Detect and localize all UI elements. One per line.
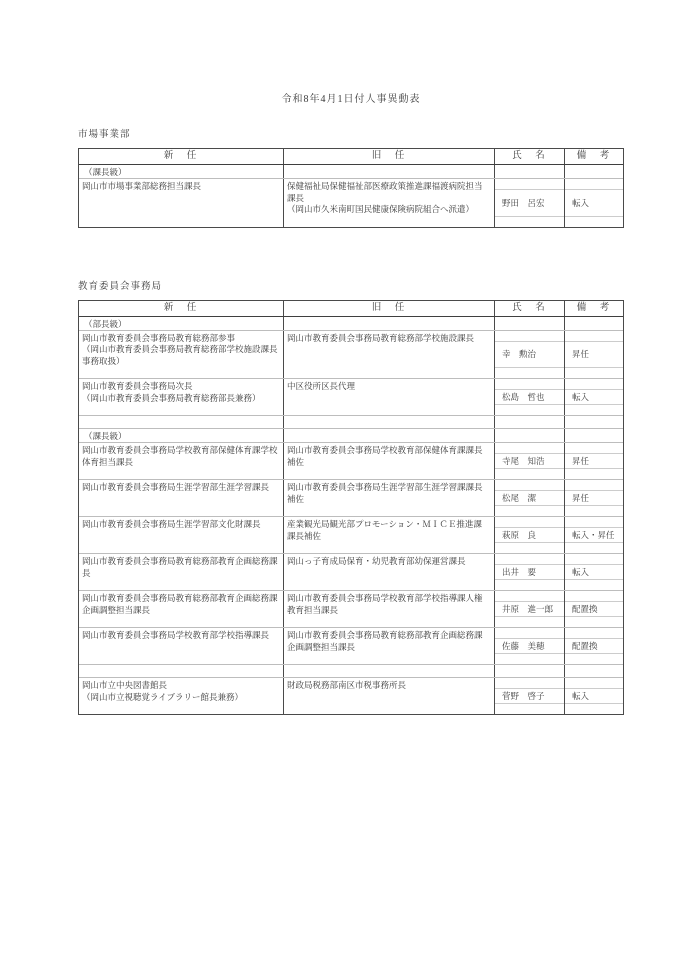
- old-title-line: 補佐: [287, 456, 305, 467]
- note-cell-spacer: [565, 653, 623, 664]
- cell-old-title: [284, 591, 495, 627]
- note-cell-spacer: [565, 468, 623, 479]
- record-row: [79, 554, 623, 591]
- old-title-line: 財政局税務部南区市税事務所長: [287, 680, 407, 690]
- cell-new-title: [79, 331, 284, 379]
- note-cell-spacer: [565, 379, 623, 390]
- old-title-line: 産業観光局観光部プロモーション・ＭＩＣＥ推進課: [287, 519, 482, 529]
- cell-old-title: [284, 628, 495, 664]
- cell-old-title: [284, 554, 495, 590]
- column-header-name: 氏 名: [495, 149, 565, 164]
- old-title-line: 岡山市教育委員会事務局学校教育部学校指導課人権: [287, 593, 483, 603]
- old-title-line: （岡山市久米南町国民健康保険病院組合へ派遣）: [287, 204, 475, 214]
- cell-new-title: [79, 554, 284, 590]
- group-spacer-row: [79, 665, 623, 678]
- note-cell-spacer: [565, 505, 623, 516]
- section-1: [78, 126, 624, 228]
- column-header-old: 旧 任: [284, 149, 495, 164]
- sections-container: [78, 126, 624, 715]
- cell-new-title: [79, 179, 284, 227]
- person-name: 松島 哲也: [502, 392, 545, 402]
- person-name: 井原 進一郎: [502, 604, 554, 614]
- column-header-old: 旧 任: [284, 301, 495, 316]
- personnel-table: [78, 300, 624, 716]
- name-cell-spacer: [495, 216, 564, 227]
- empty-cell: [565, 165, 623, 178]
- name-cell-spacer: [495, 653, 564, 664]
- person-name: 出井 要: [502, 567, 537, 577]
- personnel-table: [78, 148, 624, 228]
- section-2: [78, 278, 624, 716]
- new-title-line: （岡山市教育委員会事務局教育総務部長兼務）: [82, 392, 261, 403]
- name-cell-spacer: [495, 505, 564, 516]
- rank-row: [79, 429, 623, 443]
- person-name: 菅野 啓子: [502, 691, 545, 701]
- page-title: 令和8年4月1日付人事異動表: [281, 94, 421, 105]
- new-title-line: 岡山市教育委員会事務局学校教育部学校指導課長: [82, 630, 270, 640]
- note-cell-spacer: [565, 331, 623, 342]
- old-title-line: 岡山市教育委員会事務局教育総務部学校施設課長: [287, 332, 475, 343]
- cell-name: [495, 480, 565, 516]
- name-cell-spacer: [495, 616, 564, 627]
- note-cell-spacer: [565, 216, 623, 227]
- cell-note: [565, 554, 623, 590]
- note-cell-spacer: [565, 628, 623, 639]
- rank-label-cell: （課長級）: [79, 429, 284, 442]
- note-text: 転入: [572, 392, 590, 402]
- cell-old-title: [284, 678, 495, 714]
- note-text: 昇任: [572, 456, 590, 466]
- table-header-row: [79, 149, 623, 165]
- new-title-line: 岡山市教育委員会事務局学校教育部保健体育課学校: [82, 445, 278, 455]
- note-cell-spacer: [565, 591, 623, 602]
- cell-old-title: [284, 480, 495, 516]
- new-title-line: 岡山市市場事業部総務担当課長: [82, 181, 202, 191]
- note-cell-spacer: [565, 703, 623, 714]
- note-cell-spacer: [565, 480, 623, 491]
- note-text: 転入: [572, 691, 590, 701]
- new-title-line: 長: [82, 567, 91, 578]
- cell-new-title: [79, 628, 284, 664]
- section-heading: 教育委員会事務局: [78, 281, 163, 292]
- note-cell-spacer: [565, 179, 623, 190]
- old-title-line: 補佐: [287, 493, 305, 504]
- new-title-line: 岡山市立中央図書館長: [82, 680, 168, 690]
- note-text: 昇任: [572, 493, 590, 503]
- name-cell-spacer: [495, 628, 564, 639]
- name-cell-spacer: [495, 331, 564, 342]
- note-text: 転入: [572, 197, 590, 208]
- empty-cell: [79, 416, 284, 428]
- person-name: 松尾 潔: [502, 493, 537, 503]
- cell-new-title: [79, 443, 284, 479]
- person-name: 佐藤 美穂: [502, 641, 545, 651]
- new-title-line: 岡山市教育委員会事務局教育総務部参事: [82, 332, 236, 343]
- old-title-line: 岡山市教育委員会事務局生涯学習部生涯学習課課長: [287, 482, 483, 492]
- old-title-line: 課長: [287, 192, 305, 203]
- cell-note: [565, 591, 623, 627]
- new-title-line: （岡山市教育委員会事務局教育総務部学校施設課長: [82, 344, 278, 354]
- new-title-line: 岡山市教育委員会事務局生涯学習部生涯学習課長: [82, 482, 270, 492]
- cell-note: [565, 331, 623, 379]
- name-cell-spacer: [495, 579, 564, 590]
- column-header-name: 氏 名: [495, 301, 565, 316]
- cell-name: [495, 179, 565, 227]
- empty-cell: [565, 429, 623, 442]
- note-cell-spacer: [565, 367, 623, 378]
- empty-cell: [495, 429, 565, 442]
- empty-cell: [284, 429, 495, 442]
- note-cell-spacer: [565, 443, 623, 454]
- empty-cell: [284, 317, 495, 330]
- cell-note: [565, 517, 623, 553]
- note-text: 転入: [572, 567, 590, 577]
- column-header-new: 新 任: [79, 149, 284, 164]
- new-title-line: 岡山市教育委員会事務局次長: [82, 381, 193, 391]
- name-cell-spacer: [495, 404, 564, 415]
- note-text: 配置換: [572, 604, 598, 614]
- empty-cell: [495, 665, 565, 677]
- cell-name: [495, 628, 565, 664]
- old-title-line: 中区役所区長代理: [287, 381, 356, 391]
- record-row: [79, 591, 623, 628]
- empty-cell: [495, 416, 565, 428]
- cell-old-title: [284, 517, 495, 553]
- record-row: [79, 678, 623, 714]
- name-cell-spacer: [495, 179, 564, 190]
- empty-cell: [565, 317, 623, 330]
- new-title-line: 体育担当課長: [82, 456, 134, 467]
- cell-name: [495, 591, 565, 627]
- cell-note: [565, 678, 623, 714]
- record-row: [79, 480, 623, 517]
- record-row: [79, 443, 623, 480]
- cell-new-title: [79, 517, 284, 553]
- note-cell-spacer: [565, 678, 623, 689]
- new-title-line: 岡山市教育委員会事務局生涯学習部文化財課長: [82, 519, 261, 529]
- empty-cell: [284, 416, 495, 428]
- record-row: [79, 628, 623, 665]
- table-header-row: [79, 301, 623, 317]
- cell-name: [495, 678, 565, 714]
- note-cell-spacer: [565, 542, 623, 553]
- record-row: [79, 179, 623, 227]
- name-cell-spacer: [495, 468, 564, 479]
- empty-cell: [495, 165, 565, 178]
- person-name: 幸 勲治: [502, 349, 537, 360]
- name-cell-spacer: [495, 703, 564, 714]
- group-spacer-row: [79, 416, 623, 429]
- column-header-new: 新 任: [79, 301, 284, 316]
- new-title-line: 企画調整担当課長: [82, 604, 151, 615]
- cell-name: [495, 443, 565, 479]
- note-text: 配置換: [572, 641, 598, 651]
- empty-cell: [79, 665, 284, 677]
- old-title-line: 保健福祉局保健福祉部医療政策推進課福渡病院担当: [287, 181, 483, 191]
- name-cell-spacer: [495, 678, 564, 689]
- name-cell-spacer: [495, 554, 564, 565]
- document-content: [78, 0, 624, 715]
- cell-name: [495, 517, 565, 553]
- rank-label-cell: （部長級）: [79, 317, 284, 330]
- cell-note: [565, 379, 623, 415]
- name-cell-spacer: [495, 379, 564, 390]
- person-name: 寺尾 知浩: [502, 456, 545, 466]
- note-cell-spacer: [565, 554, 623, 565]
- empty-cell: [284, 665, 495, 677]
- name-cell-spacer: [495, 367, 564, 378]
- rank-label-cell: （課長級）: [79, 165, 284, 178]
- rank-row: [79, 165, 623, 179]
- note-cell-spacer: [565, 517, 623, 528]
- cell-old-title: [284, 379, 495, 415]
- cell-name: [495, 379, 565, 415]
- note-text: 昇任: [572, 349, 590, 360]
- cell-note: [565, 443, 623, 479]
- record-row: [79, 517, 623, 554]
- empty-cell: [565, 665, 623, 677]
- record-row: [79, 331, 623, 380]
- cell-new-title: [79, 379, 284, 415]
- old-title-line: 課長補佐: [287, 530, 322, 541]
- old-title-line: 企画調整担当課長: [287, 641, 356, 652]
- new-title-line: 岡山市教育委員会事務局教育総務部教育企画総務課: [82, 593, 278, 603]
- cell-new-title: [79, 480, 284, 516]
- new-title-line: 事務取扱）: [82, 355, 125, 366]
- name-cell-spacer: [495, 480, 564, 491]
- name-cell-spacer: [495, 517, 564, 528]
- cell-old-title: [284, 443, 495, 479]
- old-title-line: 岡山っ子育成局保育・幼児教育部幼保運営課長: [287, 556, 466, 566]
- new-title-line: 岡山市教育委員会事務局教育総務部教育企画総務課: [82, 556, 278, 566]
- cell-note: [565, 179, 623, 227]
- rank-row: [79, 317, 623, 331]
- name-cell-spacer: [495, 542, 564, 553]
- old-title-line: 岡山市教育委員会事務局教育総務部教育企画総務課: [287, 630, 483, 640]
- empty-cell: [495, 317, 565, 330]
- section-heading: 市場事業部: [78, 130, 131, 140]
- cell-old-title: [284, 179, 495, 227]
- column-header-note: 備 考: [576, 302, 612, 313]
- note-cell-spacer: [565, 404, 623, 415]
- note-cell-spacer: [565, 579, 623, 590]
- empty-cell: [565, 416, 623, 428]
- new-title-line: （岡山市立視聴覚ライブラリー館長兼務）: [82, 691, 243, 702]
- cell-name: [495, 331, 565, 379]
- person-name: 野田 呂宏: [502, 197, 545, 208]
- person-name: 萩原 良: [502, 530, 537, 540]
- note-text: 転入・昇任: [572, 530, 615, 540]
- old-title-line: 岡山市教育委員会事務局学校教育部保健体育課課長: [287, 445, 483, 455]
- cell-note: [565, 628, 623, 664]
- empty-cell: [284, 165, 495, 178]
- column-header-note: 備 考: [576, 151, 612, 161]
- cell-old-title: [284, 331, 495, 379]
- cell-new-title: [79, 678, 284, 714]
- name-cell-spacer: [495, 591, 564, 602]
- cell-name: [495, 554, 565, 590]
- cell-note: [565, 480, 623, 516]
- name-cell-spacer: [495, 443, 564, 454]
- note-cell-spacer: [565, 616, 623, 627]
- record-row: [79, 379, 623, 416]
- cell-new-title: [79, 591, 284, 627]
- old-title-line: 教育担当課長: [287, 604, 339, 615]
